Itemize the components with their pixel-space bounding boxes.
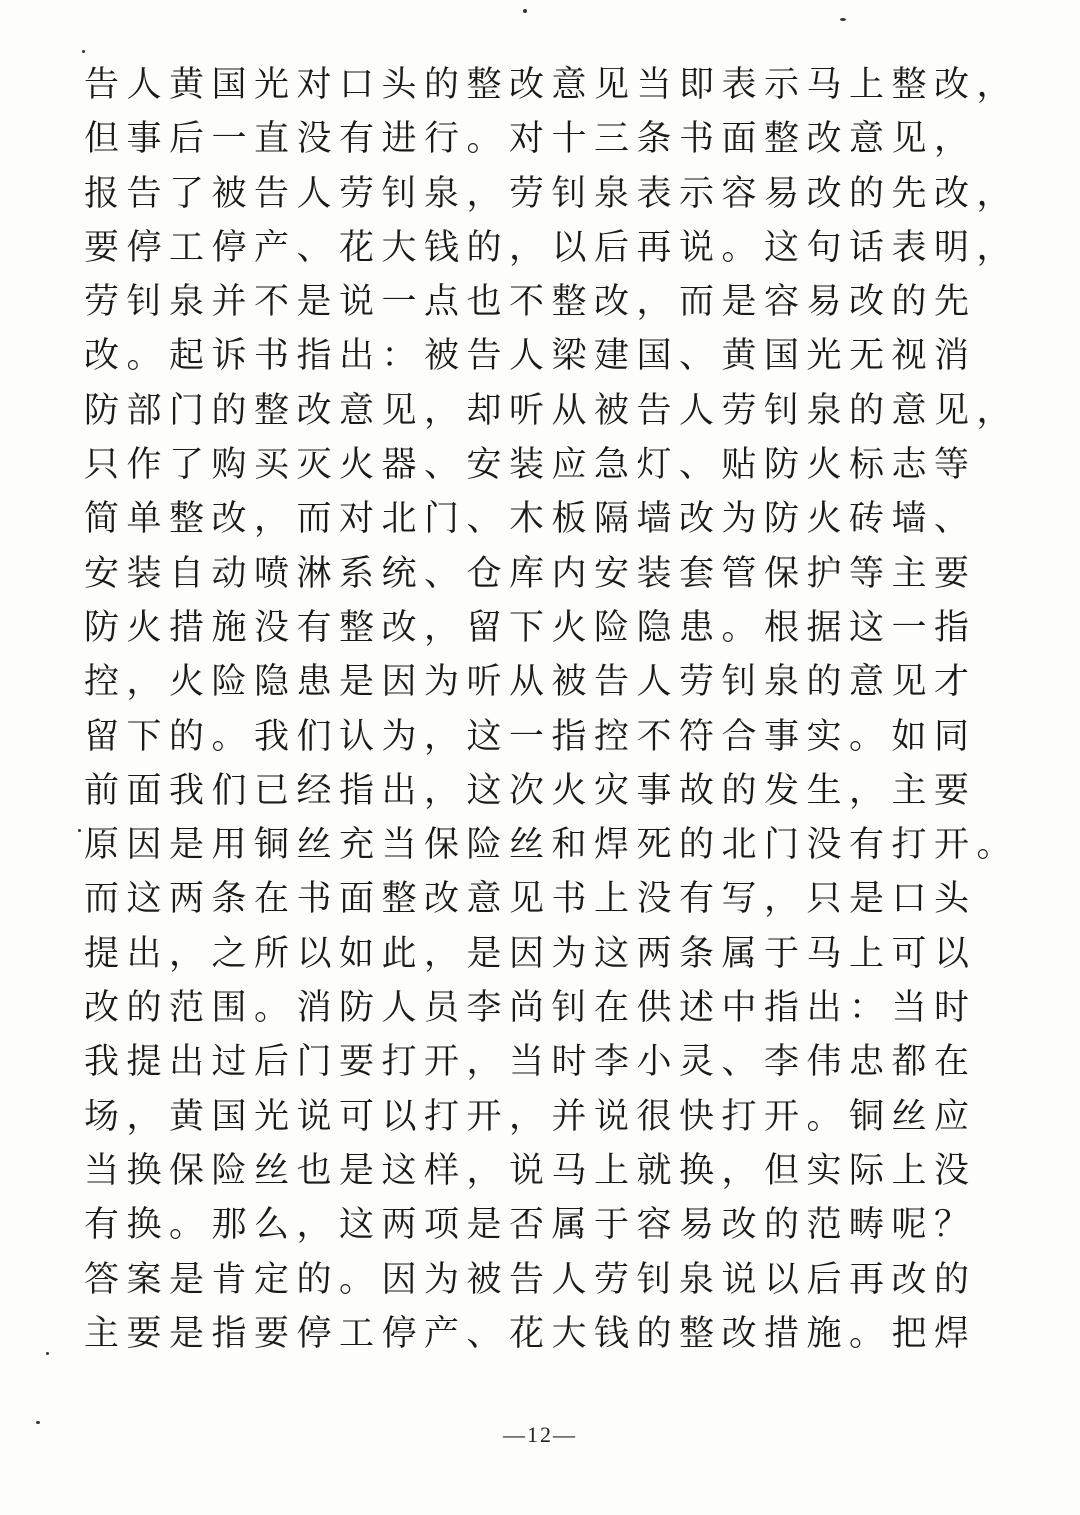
text-line: 主要是指要停工停产、花大钱的整改措施。把焊 [84, 1313, 977, 1354]
text-line: 只作了购买灭火器、安装应急灯、贴防火标志等 [84, 445, 977, 486]
text-line: 报告了被告人劳钊泉，劳钊泉表示容易改的先改， [84, 173, 1020, 214]
text-line: 我提出过后门要打开，当时李小灵、李伟忠都在 [84, 1042, 977, 1083]
text-line: 劳钊泉并不是说一点也不整改，而是容易改的先 [84, 282, 977, 323]
text-line: 改的范围。消防人员李尚钊在供述中指出：当时 [84, 988, 977, 1029]
text-line: 安装自动喷淋系统、仓库内安装套管保护等主要 [84, 553, 977, 594]
text-line: 当换保险丝也是这样，说马上就换，但实际上没 [84, 1150, 977, 1191]
page-number: —12— [503, 1422, 577, 1447]
text-line: 但事后一直没有进行。对十三条书面整改意见， [84, 119, 977, 160]
text-line: 要停工停产、花大钱的，以后再说。这句话表明， [84, 227, 1020, 268]
scan-speck [46, 1352, 49, 1355]
text-line: 留下的。我们认为，这一指控不符合事实。如同 [84, 716, 977, 757]
text-line: 答案是肯定的。因为被告人劳钊泉说以后再改的 [84, 1259, 977, 1300]
text-line: 有换。那么，这两项是否属于容易改的范畴呢？ [84, 1205, 977, 1246]
text-line: 提出，之所以如此，是因为这两条属于马上可以 [84, 933, 977, 974]
scan-speck [840, 18, 846, 21]
text-line: 前面我们已经指出，这次火灾事故的发生，主要 [84, 770, 977, 811]
body-text [84, 58, 1020, 1361]
text-line: 控，火险隐患是因为听从被告人劳钊泉的意见才 [84, 662, 977, 703]
text-line: 告人黄国光对口头的整改意见当即表示马上整改， [84, 65, 1020, 105]
scan-speck [78, 829, 81, 832]
text-line: 原因是用铜丝充当保险丝和焊死的北门没有打开。 [84, 825, 1020, 866]
scan-speck [82, 50, 85, 53]
text-line: 防火措施没有整改，留下火险隐患。根据这一指 [84, 607, 977, 648]
scan-speck [523, 9, 527, 13]
text-line: 防部门的整改意见，却听从被告人劳钊泉的意见， [84, 390, 1020, 431]
text-line: 而这两条在书面整改意见书上没有写，只是口头 [84, 879, 977, 920]
text-line: 改。起诉书指出：被告人梁建国、黄国光无视消 [84, 336, 977, 377]
text-line: 简单整改，而对北门、木板隔墙改为防火砖墙、 [84, 499, 977, 540]
text-line: 场，黄国光说可以打开，并说很快打开。铜丝应 [84, 1096, 977, 1137]
